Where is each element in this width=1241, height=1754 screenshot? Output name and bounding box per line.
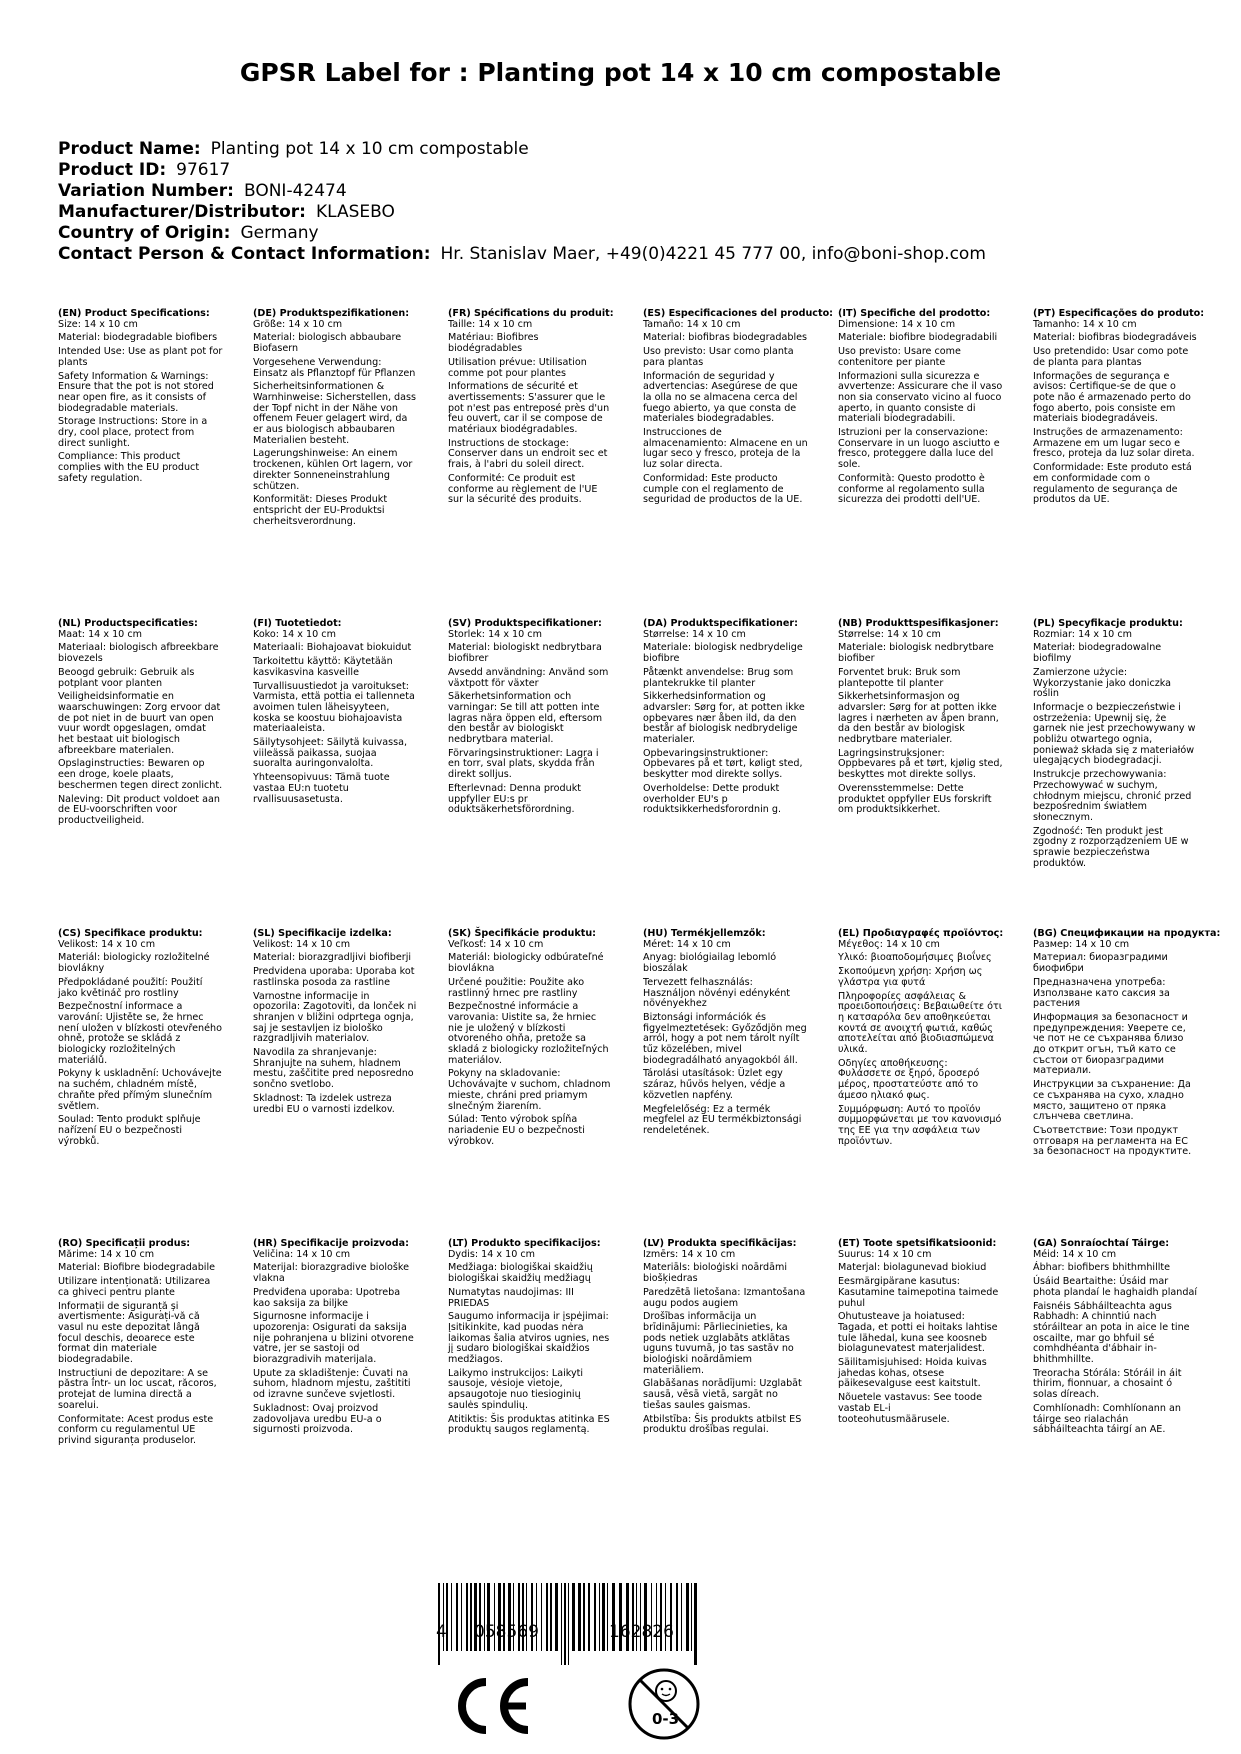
spec-line: Upute za skladištenje: Čuvati na suhom, hladnom mjestu, zaštititi od izravne sunčeve svjetlosti. bbox=[253, 1367, 411, 1401]
barcode-bar bbox=[466, 1583, 468, 1651]
spec-line: Bezpečnostné informácie a varovania: Uistite sa, že hrniec nie je uložený v blízkosti otvoreného ohňa, pretože sa skladá z biologicky rozložiteľných materiálov. bbox=[448, 1001, 609, 1066]
info-value: Planting pot 14 x 10 cm compostable bbox=[210, 139, 529, 159]
spec-line: Atitiktis: Šis produktas atitinka ES produktų saugos reglamentą. bbox=[448, 1413, 610, 1436]
spec-line: Informações de segurança e avisos: Certifique-se de que o pote não é armazenado perto do fogo aberto, pois consiste em materiais biodegradáveis. bbox=[1033, 370, 1191, 425]
info-key: Product Name: bbox=[58, 139, 201, 159]
barcode-bar bbox=[541, 1583, 542, 1651]
info-row bbox=[58, 202, 1198, 223]
barcode-bar bbox=[564, 1583, 566, 1665]
spec-line: Overensstemmelse: Dette produktet oppfyller EUs forskrift om produktsikkerhet. bbox=[838, 782, 992, 816]
spec-line: Uso previsto: Usar como planta para plantas bbox=[643, 346, 794, 368]
barcode-bar bbox=[568, 1583, 569, 1665]
spec-line: Σκοπούμενη χρήση: Χρήση ως γλάστρα για φυτά bbox=[838, 966, 983, 988]
spec-line: Συμμόρφωση: Αυτό το προϊόν συμμορφώνεται με τον κανονισμό της ΕΕ για την ασφάλεια των προϊόντων. bbox=[838, 1103, 1002, 1147]
info-key: Product ID: bbox=[58, 160, 167, 180]
barcode-bar bbox=[555, 1583, 558, 1651]
spec-line: Utilisation prévue: Utilisation comme pot pour plantes bbox=[448, 356, 587, 379]
spec-line: Material: biofibras biodegradables bbox=[643, 332, 808, 344]
spec-block bbox=[253, 929, 418, 1118]
spec-line: Материал: биоразградими биофибри bbox=[1033, 952, 1168, 975]
spec-heading: (HU) Termékjellemzők: bbox=[643, 928, 766, 939]
spec-line: Vorgesehene Verwendung: Einsatz als Pflanztopf für Pflanzen bbox=[253, 356, 416, 379]
spec-line: Dimensione: 14 x 10 cm bbox=[838, 318, 956, 330]
spec-line: Předpokládané použití: Použití jako květináč pro rostliny bbox=[58, 976, 203, 999]
spec-line: Drošības informācija un brīdinājumi: Pārliecinieties, ka pods netiek uzglabāts atklātas uguns tuvumā, jo tas sastāv no bioloģiski noārdāmiem materiāliem. bbox=[643, 1311, 794, 1376]
barcode-bar bbox=[691, 1583, 692, 1651]
spec-line: Treoracha Stórála: Stóráil in áit thirim, fionnuar, a chosaint ó solas díreach. bbox=[1033, 1367, 1182, 1401]
spec-heading: (SK) Špecifikácie produktu: bbox=[448, 928, 597, 939]
spec-line: Съответствие: Този продукт отговаря на регламента на ЕС за безопасност на продуктите. bbox=[1033, 1124, 1192, 1158]
spec-line: Materjal: biolagunevad biokiud bbox=[838, 1262, 987, 1274]
spec-line: Pokyny k uskladnění: Uchovávejte na suchém, chladném místě, chraňte před přímým slunečním světlem. bbox=[58, 1068, 222, 1112]
spec-line: Conformitate: Acest produs este conform cu regulamentul UE privind siguranța produselor. bbox=[58, 1413, 214, 1446]
spec-line: Konformität: Dieses Produkt entspricht der EU-Produktsi cherheitsverordnung. bbox=[253, 494, 388, 527]
spec-line: Faisnéis Sábháilteachta agus Rabhadh: A chinntiú nach stóráiltear an pota in aice le tine oscailte, mar go bhfuil sé comhdhéanta d'ábhair in-bhithmhillte. bbox=[1033, 1300, 1190, 1366]
info-row bbox=[58, 181, 1198, 202]
info-value: Hr. Stanislav Maer, +49(0)4221 45 777 00, info@boni-shop.com bbox=[440, 244, 986, 264]
spec-block bbox=[838, 309, 1003, 509]
spec-line: Yhteensopivuus: Tämä tuote vastaa EU:n tuotetu rvallisuusasetusta. bbox=[253, 772, 390, 805]
spec-line: Materiál: biologicky rozložitelné biovlákny bbox=[58, 952, 210, 975]
spec-line: Súlad: Tento výrobok spĺňa nariadenie EU o bezpečnosti výrobkov. bbox=[448, 1114, 585, 1147]
spec-line: Materiál: biologicky odbúrateľné biovlákna bbox=[448, 952, 604, 975]
spec-line: Velikost: 14 x 10 cm bbox=[58, 938, 156, 950]
spec-block bbox=[253, 309, 418, 530]
barcode-bar bbox=[599, 1583, 600, 1651]
barcode-bar bbox=[607, 1583, 608, 1651]
info-row bbox=[58, 139, 1198, 160]
spec-line: Instructions de stockage: Conserver dans un endroit sec et frais, à l'abri du soleil direct. bbox=[448, 437, 608, 471]
spec-heading: (EN) Product Specifications: bbox=[58, 308, 210, 319]
barcode-bar bbox=[461, 1583, 462, 1651]
spec-block bbox=[838, 929, 1003, 1150]
spec-line: Efterlevnad: Denna produkt uppfyller EU:s pr oduktsäkerhetsförordning. bbox=[448, 782, 582, 816]
spec-line: Sukladnost: Ovaj proizvod zadovoljava uredbu EU-a o sigurnosti proizvoda. bbox=[253, 1402, 382, 1436]
spec-line: Laikymo instrukcijos: Laikyti sausoje, vėsioje vietoje, apsaugotoje nuo tiesioginių saulės spindulių. bbox=[448, 1367, 584, 1411]
spec-line: Mărime: 14 x 10 cm bbox=[58, 1248, 155, 1260]
spec-block bbox=[448, 1239, 613, 1439]
spec-line: Avsedd användning: Använd som växtpott för växter bbox=[448, 666, 609, 689]
spec-line: Ábhar: biofibers bhithmhillte bbox=[1033, 1262, 1171, 1274]
spec-line: Οδηγίες αποθήκευσης: Φυλάσσετε σε ξηρό, δροσερό μέρος, προστατεύστε από το άμεσο ηλιακό φως. bbox=[838, 1057, 980, 1101]
spec-line: Maat: 14 x 10 cm bbox=[58, 628, 142, 640]
spec-line: Informacje o bezpieczeństwie i ostrzeżenia: Upewnij się, że garnek nie jest przechowywany w pobliżu otwartego ognia, ponieważ składa się z materiałów ulegających biodegradacji. bbox=[1033, 701, 1196, 767]
spec-heading: (IT) Specifiche del prodotto: bbox=[838, 308, 991, 319]
spec-line: Rozmiar: 14 x 10 cm bbox=[1033, 628, 1132, 640]
barcode-bar bbox=[470, 1583, 472, 1651]
spec-heading: (CS) Specifikace produktu: bbox=[58, 928, 203, 939]
spec-line: Material: biologisch abbaubare Biofasern bbox=[253, 332, 402, 355]
spec-heading: (FR) Spécifications du produit: bbox=[448, 308, 614, 319]
spec-line: Materiale: biologisk nedbrytbare biofiber bbox=[838, 642, 994, 665]
spec-line: Opslaginstructies: Bewaren op een droge, koele plaats, beschermen tegen direct zonlicht. bbox=[58, 758, 223, 791]
spec-line: Tamanho: 14 x 10 cm bbox=[1033, 318, 1137, 330]
info-key: Variation Number: bbox=[58, 181, 234, 201]
spec-line: Forventet bruk: Bruk som plantepotte til planter bbox=[838, 666, 961, 689]
spec-heading: (DA) Produktspecifikationer: bbox=[643, 618, 798, 629]
barcode-bar bbox=[572, 1583, 575, 1651]
spec-block bbox=[58, 309, 223, 488]
spec-block bbox=[1033, 928, 1221, 1161]
spec-block bbox=[58, 619, 223, 830]
spec-line: Información de seguridad y advertencias: Asegúrese de que la olla no se almacena cerca del fuego abierto, ya que consta de materiales biodegradables. bbox=[643, 370, 798, 425]
spec-line: Istruzioni per la conservazione: Conservare in un luogo asciutto e fresco, proteggere dalla luce del sole. bbox=[838, 427, 1000, 471]
spec-block bbox=[643, 1239, 808, 1439]
spec-line: Veiligheidsinformatie en waarschuwingen: Zorg ervoor dat de pot niet in de buurt van open vuur wordt opgeslagen, omdat het bestaat uit biologisch afbreekbare materialen. bbox=[58, 691, 221, 756]
info-key: Contact Person & Contact Information: bbox=[58, 244, 431, 264]
spec-heading: (SL) Specifikacije izdelka: bbox=[253, 928, 392, 939]
spec-line: Υλικό: βιοαποδομήσιμες βιοΐνες bbox=[838, 952, 992, 964]
spec-line: Saugumo informacija ir įspėjimai: Įsitikinkite, kad puodas nėra laikomas šalia atviros ugnies, nes jį sudaro biologiškai skaidžios medžiagos. bbox=[448, 1311, 610, 1366]
spec-line: Navodila za shranjevanje: Shranjujte na suhem, hladnem mestu, zaščitite pred neposredno sončno svetlobo. bbox=[253, 1047, 414, 1091]
barcode-bar bbox=[456, 1583, 458, 1651]
barcode-right-digits: 162826 bbox=[609, 1622, 674, 1642]
spec-line: Materiaal: biologisch afbreekbare biovezels bbox=[58, 642, 219, 665]
spec-line: Koko: 14 x 10 cm bbox=[253, 628, 336, 640]
spec-line: Veličina: 14 x 10 cm bbox=[253, 1248, 351, 1260]
spec-line: Matériau: Biofibres biodégradables bbox=[448, 332, 539, 355]
spec-line: Informazioni sulla sicurezza e avvertenze: Assicurare che il vaso non sia conservato vicino al fuoco aperto, in quanto consiste di materiali biodegradabili. bbox=[838, 370, 1003, 425]
spec-line: Säkerhetsinformation och varningar: Se till att potten inte lagras nära öppen eld, eftersom den består av biologiskt nedbrytbara material. bbox=[448, 691, 603, 746]
spec-line: Bezpečnostní informace a varování: Ujistěte se, že hrnec není uložen v blízkosti otevřeného ohně, protože se skládá z biologicky rozložitelných materiálů. bbox=[58, 1001, 222, 1066]
spec-line: Material: biodegradable biofibers bbox=[58, 332, 218, 344]
spec-line: Megfelelőség: Ez a termék megfelel az EU termékbiztonsági rendeletének. bbox=[643, 1103, 802, 1136]
barcode-lead-digit: 4 bbox=[436, 1622, 447, 1642]
spec-heading: (RO) Specificații produs: bbox=[58, 1238, 191, 1249]
barcode-bar bbox=[578, 1583, 581, 1651]
spec-line: Materiāls: bioloģiski noārdāmi biošķiedras bbox=[643, 1262, 788, 1285]
spec-line: Glabāšanas norādījumi: Uzglabāt sausā, vēsā vietā, sargāt no tiešas saules gaismas. bbox=[643, 1378, 802, 1411]
spec-heading: (PT) Especificações do produto: bbox=[1033, 308, 1205, 319]
spec-block bbox=[448, 619, 613, 819]
spec-line: Størrelse: 14 x 10 cm bbox=[838, 628, 941, 640]
spec-block bbox=[1033, 619, 1198, 872]
info-value: KLASEBO bbox=[315, 202, 395, 222]
spec-line: Materiaali: Biohajoavat biokuidut bbox=[253, 642, 412, 654]
spec-line: Lagerungshinweise: An einem trockenen, kühlen Ort lagern, vor direkter Sonneneinstrahlung schützen. bbox=[253, 448, 413, 492]
spec-block bbox=[253, 1239, 418, 1439]
spec-line: Påtænkt anvendelse: Brug som plantekrukke til planter bbox=[643, 666, 794, 689]
label-title: GPSR Label for : Planting pot 14 x 10 cm compostable bbox=[239, 58, 1002, 87]
spec-block bbox=[448, 309, 613, 509]
barcode-bar bbox=[546, 1583, 548, 1651]
spec-line: Predviđena uporaba: Upotreba kao saksija za biljke bbox=[253, 1286, 401, 1309]
spec-line: Biztonsági információk és figyelmeztetések: Győződjön meg arról, hogy a pot nem tárolt nyílt tűz közelében, mivel biodegradálható anyagokból áll. bbox=[643, 1011, 807, 1066]
spec-heading: (LV) Produkta specifikācijas: bbox=[643, 1238, 797, 1249]
spec-line: Säilitamisjuhised: Hoida kuivas jahedas kohas, otsese päikesevalguse eest kaitstult. bbox=[838, 1357, 987, 1390]
spec-line: Informations de sécurité et avertissements: S'assurer que le pot n'est pas entreposé près d'un feu ouvert, car il se compose de matériaux biodégradables. bbox=[448, 381, 610, 436]
spec-line: Material: biorazgradljivi biofiberji bbox=[253, 952, 412, 964]
spec-line: Materijal: biorazgradive biološke vlakna bbox=[253, 1262, 409, 1285]
spec-line: Predvidena uporaba: Uporaba kot rastlinska posoda za rastline bbox=[253, 966, 415, 988]
spec-line: Instrucțiuni de depozitare: A se păstra într- un loc uscat, răcoros, protejat de lumina directă a soarelui. bbox=[58, 1367, 217, 1411]
spec-line: Sikkerhedsinformation og advarsler: Sørg for, at potten ikke opbevares nær åben ild, da den består af biologisk nedbrydelige materialer. bbox=[643, 691, 805, 746]
spec-line: Atbilstība: Šis produkts atbilst ES produktu drošības regulai. bbox=[643, 1413, 802, 1436]
spec-line: Naleving: Dit product voldoet aan de EU-voorschriften voor productveiligheid. bbox=[58, 793, 220, 826]
barcode-bar bbox=[451, 1583, 452, 1651]
spec-line: Intended Use: Use as plant pot for plants bbox=[58, 346, 223, 368]
spec-line: Medžiaga: biologiškai skaidžių biologiškai skaidžių medžiagų bbox=[448, 1262, 593, 1285]
spec-line: Πληροφορίες ασφάλειας & προειδοποιήσεις: Βεβαιωθείτε ότι η κατσαρόλα δεν αποθηκεύεται κοντά σε ανοιχτή φωτιά, καθώς αποτελείται από βιοδιασπώμενα υλικά. bbox=[838, 990, 1003, 1056]
spec-heading: (ES) Especificaciones del producto: bbox=[643, 308, 834, 319]
spec-heading: (EL) Προδιαγραφές προϊόντος: bbox=[838, 928, 1004, 939]
spec-line: Förvaringsinstruktioner: Lagra i en torr, sval plats, skydda från direkt solljus. bbox=[448, 747, 599, 781]
spec-heading: (HR) Specifikacije proizvoda: bbox=[253, 1238, 409, 1249]
spec-heading: (BG) Спецификации на продукта: bbox=[1033, 928, 1221, 939]
age-label: 0-3 bbox=[652, 1710, 680, 1728]
spec-heading: (PL) Specyfikacje produktu: bbox=[1033, 618, 1183, 629]
spec-block bbox=[643, 619, 808, 819]
spec-line: Instruções de armazenamento: Armazene em um lugar seco e fresco, proteja da luz solar direta. bbox=[1033, 427, 1195, 460]
spec-line: Tamaño: 14 x 10 cm bbox=[643, 318, 741, 330]
spec-line: Uso pretendido: Usar como pote de planta para plantas bbox=[1033, 346, 1189, 368]
spec-line: Compliance: This product complies with the EU product safety regulation. bbox=[58, 451, 200, 484]
spec-heading: (DE) Produktspezifikationen: bbox=[253, 308, 410, 319]
spec-line: Lagringsinstruksjoner: Oppbevares på et tørt, kjølig sted, beskyttes mot direkte sollys. bbox=[838, 747, 1003, 781]
spec-line: Tervezett felhasználás: Használjon növényi edényként növényekhez bbox=[643, 976, 791, 1010]
info-row bbox=[58, 244, 1198, 265]
spec-line: Instrukcje przechowywania: Przechowywać w suchym, chłodnym miejscu, chronić przed bezpośrednim światłem słonecznym. bbox=[1033, 769, 1192, 823]
spec-line: Pokyny na skladovanie: Uchovávajte v suchom, chladnom mieste, chráni pred priamym slnečným žiarením. bbox=[448, 1068, 611, 1112]
spec-heading: (GA) Sonraíochtaí Táirge: bbox=[1033, 1238, 1170, 1249]
spec-block bbox=[58, 929, 223, 1150]
info-value: Germany bbox=[240, 223, 319, 243]
product-info bbox=[58, 139, 1198, 265]
spec-block bbox=[1033, 308, 1205, 509]
info-value: 97617 bbox=[176, 160, 231, 180]
spec-line: Инструкции за съхранение: Да се съхранява на сухо, хладно място, защитено от пряка слънчева светлина. bbox=[1033, 1079, 1191, 1123]
spec-heading: (NB) Produkttspesifikasjoner: bbox=[838, 618, 999, 629]
spec-line: Conformità: Questo prodotto è conforme al regolamento sulla sicurezza dei prodotti dell'UE. bbox=[838, 472, 985, 506]
spec-line: Zgodność: Ten produkt jest zgodny z rozporządzeniem UE w sprawie bezpieczeństwa produktów. bbox=[1033, 825, 1189, 869]
spec-block bbox=[838, 1239, 1003, 1428]
spec-line: Säilytysohjeet: Säilytä kuivassa, viileässä paikassa, suojaa suoralta auringonvalolta. bbox=[253, 737, 408, 770]
spec-line: Eesmärgipärane kasutus: Kasutamine taimepotina taimede puhul bbox=[838, 1276, 999, 1309]
spec-line: Safety Information & Warnings: Ensure that the pot is not stored near open fire, as it consists of biodegradable materials. bbox=[58, 370, 214, 414]
spec-line: Beoogd gebruik: Gebruik als potplant voor planten bbox=[58, 666, 195, 689]
spec-line: Größe: 14 x 10 cm bbox=[253, 318, 343, 330]
barcode-bar bbox=[676, 1583, 678, 1651]
barcode-left-digits: 058569 bbox=[474, 1622, 539, 1642]
spec-line: Varnostne informacije in opozorila: Zagotoviti, da lonček ni shranjen v bližini odprtega ognja, saj je sestavljen iz biološko razgradljivih materialov. bbox=[253, 990, 417, 1045]
spec-block bbox=[643, 308, 834, 509]
spec-heading: (ET) Toote spetsifikatsioonid: bbox=[838, 1238, 997, 1249]
spec-line: Размер: 14 x 10 cm bbox=[1033, 938, 1130, 950]
spec-line: Μέγεθος: 14 x 10 cm bbox=[838, 938, 940, 950]
spec-line: Materiale: biofibre biodegradabili bbox=[838, 332, 998, 344]
spec-line: Material: biologiskt nedbrytbara biofibrer bbox=[448, 642, 602, 665]
spec-line: Opbevaringsinstruktioner: Opbevares på et tørt, køligt sted, beskytter mod direkte sollys. bbox=[643, 747, 803, 781]
info-key: Country of Origin: bbox=[58, 223, 231, 243]
spec-line: Méid: 14 x 10 cm bbox=[1033, 1248, 1117, 1260]
barcode-bar bbox=[550, 1583, 552, 1651]
info-key: Manufacturer/Distributor: bbox=[58, 202, 306, 222]
barcode-bar bbox=[686, 1583, 689, 1651]
barcode-bar bbox=[588, 1583, 590, 1651]
barcode-bar bbox=[561, 1583, 562, 1665]
spec-line: Taille: 14 x 10 cm bbox=[448, 318, 533, 330]
spec-line: Zamierzone użycie: Wykorzystanie jako doniczka roślin bbox=[1033, 666, 1172, 700]
spec-line: Предназначена употреба: Използване като саксия за растения bbox=[1033, 976, 1170, 1010]
not-for-children-0-3-icon bbox=[626, 1666, 702, 1742]
spec-block bbox=[253, 619, 418, 808]
spec-line: Conformité: Ce produit est conforme au règlement de l'UE sur la sécurité des produits. bbox=[448, 472, 598, 506]
barcode-bar bbox=[594, 1583, 596, 1651]
info-row bbox=[58, 160, 1198, 181]
spec-line: Storlek: 14 x 10 cm bbox=[448, 628, 542, 640]
spec-line: Comhlíonadh: Comhlíonann an táirge seo rialachán sábháilteachta táirgí an AE. bbox=[1033, 1402, 1181, 1436]
spec-line: Информация за безопасност и предупреждения: Уверете се, че пот не се съхранява близо до открит огън, тъй като се състои от биоразградими материали. bbox=[1033, 1011, 1188, 1077]
spec-line: Méret: 14 x 10 cm bbox=[643, 938, 731, 950]
info-row bbox=[58, 223, 1198, 244]
spec-line: Storage Instructions: Store in a dry, cool place, protect from direct sunlight. bbox=[58, 416, 208, 449]
spec-line: Ohutusteave ja hoiatused: Tagada, et potti ei hoitaks lahtise tule lähedal, kuna see koosneb biolagunevatest materjalidest. bbox=[838, 1311, 998, 1355]
spec-line: Tarkoitettu käyttö: Käytetään kasvikasvina kasveille bbox=[253, 656, 393, 678]
spec-line: Paredzētā lietošana: Izmantošana augu podos augiem bbox=[643, 1286, 806, 1309]
spec-heading: (SV) Produktspecifikationer: bbox=[448, 618, 602, 629]
spec-line: Størrelse: 14 x 10 cm bbox=[643, 628, 746, 640]
spec-block bbox=[448, 929, 613, 1150]
spec-line: Sikkerhetsinformasjon og advarsler: Sørg for at potten ikke lagres i nærheten av åpen brann, da den består av biologisk nedbrytbare materialer. bbox=[838, 691, 999, 746]
spec-line: Material: biofibras biodegradáveis bbox=[1033, 332, 1197, 344]
spec-block bbox=[643, 929, 808, 1140]
spec-line: Sicherheitsinformationen & Warnhinweise: Sicherstellen, dass der Topf nicht in der Nähe von offenem Feuer gelagert wird, da er aus biologisch abbaubaren Materialien besteht. bbox=[253, 381, 417, 446]
spec-line: Dydis: 14 x 10 cm bbox=[448, 1248, 535, 1260]
spec-line: Veľkosť: 14 x 10 cm bbox=[448, 938, 544, 950]
barcode-bar bbox=[583, 1583, 585, 1651]
spec-line: Conformidade: Este produto está em conformidade com o regulamento de segurança de produtos da UE. bbox=[1033, 462, 1192, 506]
spec-line: Soulad: Tento produkt splňuje nařízení EU o bezpečnosti výrobků. bbox=[58, 1114, 201, 1147]
spec-line: Určené použitie: Použite ako rastlinný hrnec pre rastliny bbox=[448, 976, 585, 999]
spec-block bbox=[838, 619, 1003, 819]
spec-line: Sigurnosne informacije i upozorenja: Osigurati da saksija nije pohranjena u blizini otvorene vatre, jer se sastoji od biorazgradivih materijala. bbox=[253, 1311, 414, 1366]
spec-line: Úsáid Beartaithe: Úsáid mar phota plandaí le haghaidh plandaí bbox=[1033, 1276, 1197, 1298]
spec-line: Velikost: 14 x 10 cm bbox=[253, 938, 351, 950]
spec-line: Numatytas naudojimas: III PRIEDAS bbox=[448, 1286, 574, 1309]
barcode-bar bbox=[694, 1583, 697, 1665]
spec-line: Materiał: biodegradowalne biofilmy bbox=[1033, 642, 1162, 665]
spec-line: Izmērs: 14 x 10 cm bbox=[643, 1248, 736, 1260]
spec-line: Turvallisuustiedot ja varoitukset: Varmista, että pottia ei tallenneta avoimen tulen läheisyyteen, koska se koostuu biohajoavista materiaaleista. bbox=[253, 680, 415, 735]
info-value: BONI-42474 bbox=[243, 181, 347, 201]
spec-line: Material: Biofibre biodegradabile bbox=[58, 1262, 216, 1274]
spec-line: Utilizare intenționată: Utilizarea ca ghiveci pentru plante bbox=[58, 1276, 211, 1298]
spec-block bbox=[1033, 1239, 1198, 1439]
spec-line: Overholdelse: Dette produkt overholder EU's p roduktsikkerhedsforordnin g. bbox=[643, 782, 782, 816]
spec-heading: (FI) Tuotetiedot: bbox=[253, 618, 342, 629]
spec-line: Materiale: biologisk nedbrydelige biofibre bbox=[643, 642, 803, 665]
spec-line: Informații de siguranță și avertismente: Asigurați-vă că vasul nu este depozitat lângă focul deschis, deoarece este format din materiale biodegradabile. bbox=[58, 1300, 200, 1366]
spec-line: Suurus: 14 x 10 cm bbox=[838, 1248, 932, 1260]
spec-line: Conformidad: Este producto cumple con el reglamento de seguridad de productos de la UE. bbox=[643, 472, 803, 506]
spec-line: Anyag: biológiailag lebomló bioszálak bbox=[643, 952, 777, 975]
spec-block bbox=[58, 1239, 223, 1450]
spec-line: Tárolási utasítások: Üzlet egy száraz, hűvös helyen, védje a közvetlen napfény. bbox=[643, 1068, 786, 1101]
barcode-bar bbox=[602, 1583, 605, 1651]
spec-line: Instrucciones de almacenamiento: Almacene en un lugar seco y fresco, proteja de la luz solar directa. bbox=[643, 427, 808, 471]
spec-line: Size: 14 x 10 cm bbox=[58, 318, 138, 330]
spec-line: Skladnost: Ta izdelek ustreza uredbi EU o varnosti izdelkov. bbox=[253, 1092, 395, 1115]
spec-line: Uso previsto: Usare come contenitore per piante bbox=[838, 346, 961, 368]
spec-line: Nõuetele vastavus: See toode vastab EL-i tooteohutusmäärusele. bbox=[838, 1392, 982, 1425]
spec-heading: (LT) Produkto specifikacijos: bbox=[448, 1238, 601, 1249]
spec-heading: (NL) Productspecificaties: bbox=[58, 618, 198, 629]
ce-mark-icon bbox=[452, 1676, 534, 1736]
barcode-bar bbox=[681, 1583, 682, 1651]
